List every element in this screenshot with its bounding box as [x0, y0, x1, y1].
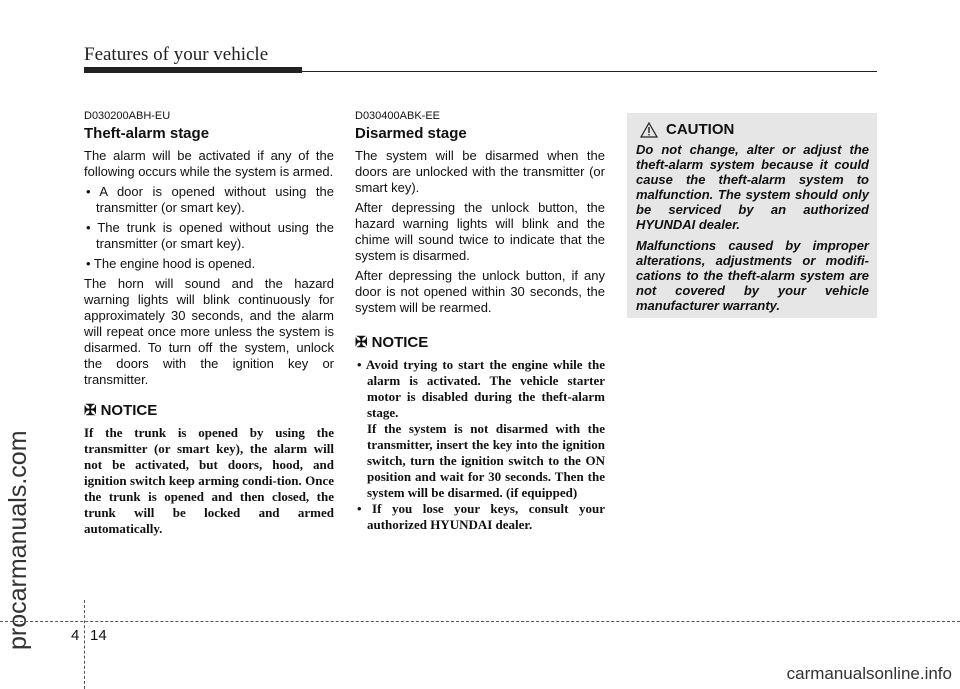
- side-watermark: [4, 430, 32, 678]
- notice-heading: [84, 402, 334, 419]
- bottom-watermark: carmanualsonline.info: [786, 664, 952, 683]
- body-paragraph: After depressing the unlock button, the hazard warning lights will blink and the chime will sound twice to indicate that the system is disarmed.: [355, 200, 605, 263]
- cross-star-icon: ✠: [355, 334, 368, 351]
- caution-heading: [636, 121, 869, 138]
- caution-title: CAUTION: [666, 121, 735, 138]
- bullet-item: • A door is opened without using the transmitter (or smart key).: [86, 184, 334, 215]
- notice-title: NOTICE: [100, 402, 158, 419]
- left-column: [84, 110, 334, 537]
- side-watermark-text: procarmanuals.com: [4, 430, 32, 650]
- notice-heading: [355, 334, 605, 351]
- footer-divider: [84, 600, 85, 689]
- page-number: 14: [90, 627, 107, 644]
- bullet-item: • The engine hood is opened.: [86, 256, 256, 271]
- body-paragraph: The horn will sound and the hazard warning lights will blink continuously for approximately 30 seconds, and the alarm will repeat once more unless the system is disarmed. To turn off the system, unlock the doors with the ignition key or transmitter.: [84, 276, 334, 387]
- section-code: D030200ABH-EU: [84, 110, 171, 122]
- section-code: D030400ABK-EE: [355, 110, 440, 122]
- bullet-item: • The trunk is opened without using the transmitter (or smart key).: [86, 220, 334, 251]
- section-heading: Theft-alarm stage: [84, 125, 210, 142]
- notice-bullet: • Avoid trying to start the engine while the alarm is activated. The vehicle starter motor is disabled during the theft-alarm stage.: [357, 357, 605, 420]
- caution-paragraph: Malfunctions caused by improper alterations, adjustments or modifi-cations to the theft-alarm system are not covered by your vehicle manufacturer warranty.: [636, 238, 869, 313]
- section-heading: Disarmed stage: [355, 125, 467, 142]
- notice-bullet-continuation: If the system is not disarmed with the transmitter, insert the key into the ignition switch, turn the ignition switch to the ON position and wait for 30 seconds. Then the system will be disarmed. (if equipped): [367, 421, 605, 500]
- right-column: [355, 110, 605, 533]
- cross-star-icon: ✠: [84, 402, 97, 419]
- header-rule-thick: [84, 67, 302, 73]
- header-title: Features of your vehicle: [84, 44, 269, 65]
- header-rule-thin: [84, 71, 877, 72]
- body-paragraph: After depressing the unlock button, if any door is not opened within 30 seconds, the system will be rearmed.: [355, 268, 605, 315]
- body-paragraph: The system will be disarmed when the doors are unlocked with the transmitter (or smart key).: [355, 148, 605, 195]
- footer-rule: [0, 621, 960, 622]
- notice-body: If the trunk is opened by using the transmitter (or smart key), the alarm will not be activated, but doors, hood, and ignition switch keep arming condi-tion. Once the trunk is opened and then closed, the trunk will be locked and armed automatically.: [84, 425, 334, 536]
- section-number: 4: [71, 627, 80, 644]
- caution-paragraph: Do not change, alter or adjust the theft-alarm system because it could cause the theft-alarm system to malfunction. The system should only be serviced by an authorized HYUNDAI dealer.: [636, 142, 869, 232]
- caution-box: [627, 113, 877, 318]
- notice-bullet: • If you lose your keys, consult your authorized HYUNDAI dealer.: [357, 501, 605, 532]
- intro-paragraph: The alarm will be activated if any of the following occurs while the system is armed.: [84, 148, 334, 179]
- notice-title: NOTICE: [371, 334, 429, 351]
- warning-triangle-icon: [640, 122, 658, 138]
